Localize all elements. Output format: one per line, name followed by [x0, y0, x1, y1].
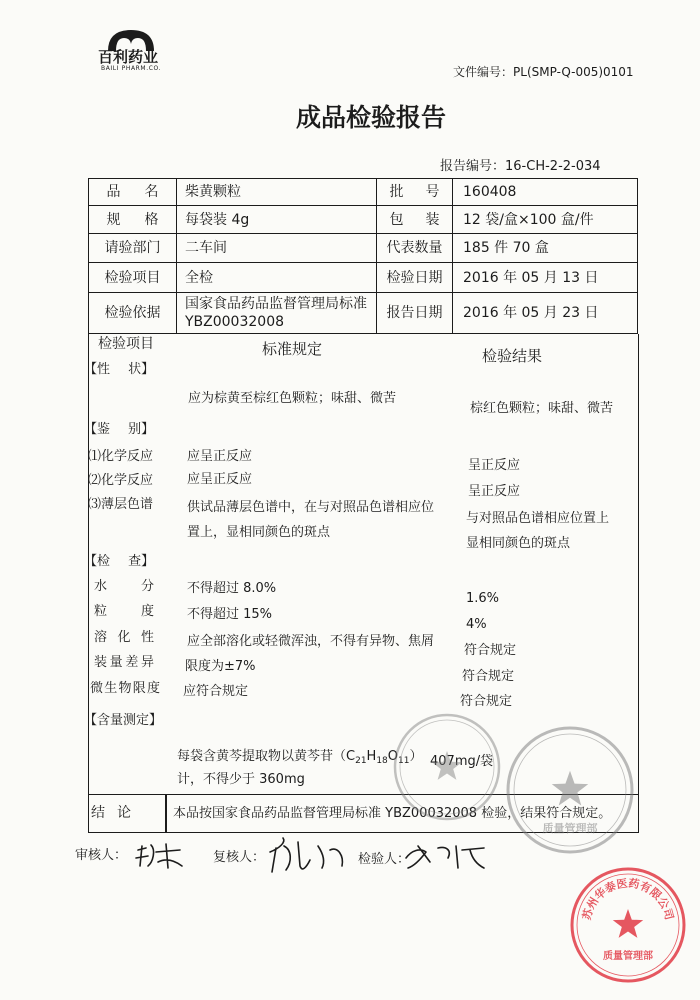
assay-standard-line [177, 749, 422, 765]
reviewer-signature [136, 844, 182, 868]
check-name: 微生物限度 [90, 681, 160, 696]
info-value-report-date: 2016 年 05 月 23 日 [453, 293, 638, 334]
document-number-label: 文件编号： [453, 65, 514, 79]
identification-test-result: 呈正反应 [468, 458, 521, 473]
checker-label: 复核人： [213, 850, 266, 865]
check-name: 装量差异 [94, 655, 154, 670]
conclusion-label: 结 论 [91, 805, 131, 821]
logo-text-en: BAILI PHARM.CO. [101, 65, 162, 72]
assay-text-prefix: 每袋含黄芩提取物以黄芩苷（ [177, 749, 347, 764]
label-product-name: 品 名 [106, 184, 159, 200]
page-title: 成品检验报告 [296, 103, 447, 132]
info-value-test-date: 2016 年 05 月 13 日 [453, 263, 638, 293]
formula-subscript: 21 [355, 756, 367, 766]
conclusion-divider [165, 795, 167, 832]
label-report-date: 报告日期 [377, 293, 453, 334]
identification-test-standard: 应呈正反应 [187, 449, 253, 464]
info-value-test-basis: 国家食品药品监督管理局标准 YBZ00032008 [177, 293, 377, 334]
check-row [94, 579, 154, 595]
info-table [88, 178, 638, 334]
info-label [89, 206, 177, 234]
check-result: 符合规定 [460, 694, 513, 709]
check-row [90, 681, 160, 697]
info-label [377, 206, 453, 234]
document-number-value: PL(SMP-Q-005)0101 [513, 65, 634, 79]
appearance-standard: 应为棕黄至棕红色颗粒；味甜、微苦 [188, 391, 397, 406]
checker-signature [270, 838, 342, 872]
identification-test-result-line: 与对照品色谱相应位置上 [466, 511, 610, 526]
red-seal-arc-text [579, 876, 676, 921]
formula-element: H [366, 749, 377, 764]
assay-text-suffix: ） [409, 749, 423, 764]
label-quantity: 代表数量 [377, 234, 453, 263]
report-number-value: 16-CH-2-2-034 [505, 159, 601, 174]
info-value-batch: 160408 [453, 179, 638, 206]
label-test-items: 检验项目 [89, 263, 177, 293]
check-result: 符合规定 [462, 669, 515, 684]
identification-test-name: ⑵化学反应 [88, 473, 154, 488]
check-name: 溶 化 性 [94, 630, 154, 645]
inspector-label: 检验人： [358, 852, 411, 867]
identification-test-name: ⑴化学反应 [88, 449, 154, 464]
check-row [94, 630, 154, 646]
check-standard: 应符合规定 [183, 684, 249, 699]
red-seal-arc-path-text: 苏州华泰医药有限公司 [580, 876, 676, 922]
check-standard: 应全部溶化或轻微浑浊，不得有异物、焦屑 [187, 634, 435, 649]
section-heading-assay: 【含量测定】 [84, 713, 163, 728]
report-number-label: 报告编号： [440, 159, 506, 174]
label-batch: 批 号 [389, 184, 440, 200]
check-result: 1.6% [466, 591, 500, 606]
check-result: 4% [466, 617, 487, 632]
identification-test-result: 呈正反应 [468, 484, 521, 499]
logo-text-cn: 百利药业 [98, 48, 159, 66]
assay-result: 407mg/袋 [430, 754, 494, 769]
identification-test-standard: 应呈正反应 [187, 472, 253, 487]
section-heading-identification: 【鉴 别】 [84, 422, 155, 437]
red-seal-bottom-text: 质量管理部 [603, 951, 653, 962]
label-spec: 规 格 [106, 211, 159, 228]
check-name: 粒 度 [94, 604, 154, 619]
check-standard: 不得超过 15% [187, 607, 273, 622]
section-heading-appearance: 【性 状】 [84, 362, 155, 377]
assay-standard-line: 计，不得少于 360mg [177, 772, 305, 787]
check-row [94, 655, 154, 671]
info-value-spec: 每袋装 4g [177, 206, 377, 234]
info-label [377, 179, 453, 206]
formula-element: O [387, 749, 399, 764]
formula-subscript: 18 [376, 756, 388, 766]
document-number [453, 64, 634, 80]
red-company-seal [572, 869, 684, 981]
label-department: 请验部门 [89, 234, 177, 263]
section-heading-checks: 【检 查】 [84, 554, 155, 569]
label-test-date: 检验日期 [377, 263, 453, 293]
appearance-result: 棕红色颗粒；味甜、微苦 [470, 401, 614, 416]
check-standard: 不得超过 8.0% [187, 581, 277, 596]
label-package: 包 装 [389, 211, 440, 228]
info-value-quantity: 185 件 70 盒 [453, 234, 638, 263]
identification-test-standard-line: 置上，显相同颜色的斑点 [187, 525, 331, 540]
column-header-item: 检验项目 [98, 336, 154, 352]
report-number [440, 159, 601, 175]
check-name: 水 分 [94, 579, 154, 594]
info-value-department: 二车间 [177, 234, 377, 263]
label-test-basis: 检验依据 [89, 293, 177, 334]
formula-subscript: 11 [398, 756, 410, 766]
conclusion-text: 本品按国家食品药品监督管理局标准 YBZ00032008 检验，结果符合规定。 [173, 806, 612, 821]
formula-element: C [346, 749, 356, 764]
conclusion-row [88, 795, 639, 833]
info-value-product-name: 柴黄颗粒 [177, 179, 377, 206]
info-label [89, 179, 177, 206]
right-seal-bottom-text: 质量管理部 [542, 822, 598, 835]
info-value-test-items: 全检 [177, 263, 377, 293]
column-header-result: 检验结果 [482, 347, 543, 365]
identification-test-standard-line: 供试品薄层色谱中，在与对照品色谱相应位 [187, 500, 435, 515]
info-value-package: 12 袋/盒×100 盒/件 [453, 206, 638, 234]
inspector-signature [406, 846, 484, 868]
reviewer-label: 审核人： [75, 848, 128, 863]
check-result: 符合规定 [464, 643, 517, 658]
identification-test-result-line: 显相同颜色的斑点 [466, 536, 571, 551]
identification-test-name: ⑶薄层色谱 [88, 497, 154, 512]
column-header-standard: 标准规定 [262, 340, 323, 358]
check-standard: 限度为±7% [185, 659, 256, 674]
check-row [94, 604, 154, 620]
